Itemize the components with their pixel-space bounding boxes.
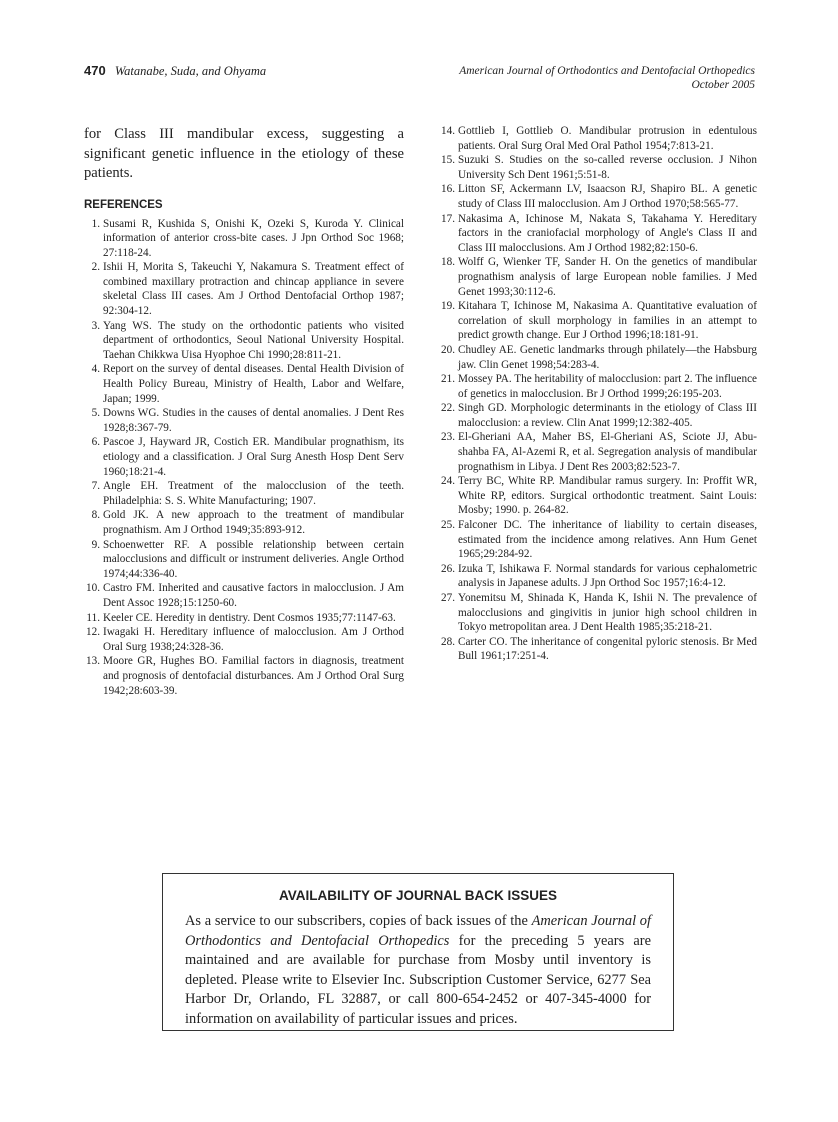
reference-text: Mossey PA. The heritability of malocclusion: part 2. The influence of genetics in malocclusion. Br J Orthod 1999;26:195-203. (458, 373, 758, 400)
reference-number: 12. (86, 626, 100, 639)
references-heading: REFERENCES (84, 198, 163, 211)
left-column (84, 125, 404, 698)
reference-text: Keeler CE. Heredity in dentistry. Dent Cosmos 1935;77:1147-63. (103, 611, 396, 624)
reference-number: 3. (91, 319, 100, 332)
reference-item (439, 591, 757, 635)
journal-title: American Journal of Orthodontics and Dentofacial Orthopedics (459, 65, 755, 77)
reference-number: 20. (441, 343, 455, 356)
reference-text: Carter CO. The inheritance of congenital pyloric stenosis. Br Med Bull 1961;17:251-4. (458, 635, 757, 663)
reference-number: 1. (91, 217, 100, 230)
reference-number: 19. (441, 300, 455, 313)
reference-item (439, 153, 757, 182)
reference-item (439, 299, 757, 343)
reference-item (439, 343, 757, 372)
reference-item (84, 654, 404, 698)
notice-text (185, 912, 651, 1029)
running-header-right (459, 64, 755, 92)
reference-text: Castro FM. Inherited and causative factors in malocclusion. J Am Dent Assoc 1928;15:1250-60. (103, 582, 404, 609)
reference-number: 9. (91, 538, 100, 551)
reference-number: 8. (91, 509, 100, 522)
reference-text: Iwagaki H. Hereditary influence of malocclusion. Am J Orthod Oral Surg 1938;24:328-36. (103, 626, 404, 653)
references-list-right (439, 124, 757, 664)
reference-text: Yang WS. The study on the orthodontic patients who visited department of orthodontics, Seoul National University Hospital. Taehan Chikkwa Uisa Hyophoe Chi 1990;28:811-21. (103, 319, 404, 361)
reference-text: Nakasima A, Ichinose M, Nakata S, Takahama Y. Hereditary factors in the craniofacial morphology of Angle's Class II and Class III malocclusions. Am J Orthod 1982;82:150-6. (458, 212, 757, 254)
reference-number: 22. (441, 402, 455, 415)
reference-number: 27. (441, 592, 455, 604)
reference-text: Gottlieb I, Gottlieb O. Mandibular protrusion in edentulous patients. Oral Surg Oral Med Oral Pathol 1954;7:813-21. (458, 125, 757, 152)
issue-date: October 2005 (691, 79, 755, 91)
page-number: 470 (84, 63, 106, 78)
reference-item (84, 406, 404, 435)
running-header-left (84, 63, 266, 79)
reference-text: Report on the survey of dental diseases. Dental Health Division of Health Policy Bureau, Ministry of Health, Labor and Welfare, Japan; 1999. (103, 363, 404, 405)
reference-text: Terry BC, White RP. Mandibular ramus surgery. In: Proffit WR, White RP, editors. Surgical orthodontic treatment. Saint Louis: Mosby; 1990. p. 264-82. (458, 475, 757, 517)
reference-text: Downs WG. Studies in the causes of dental anomalies. J Dent Res 1928;8:367-79. (103, 407, 404, 434)
reference-number: 28. (441, 635, 455, 648)
reference-item (439, 430, 757, 474)
reference-number: 14. (441, 125, 455, 137)
reference-item (84, 625, 404, 654)
reference-number: 10. (86, 582, 100, 595)
notice-title: AVAILABILITY OF JOURNAL BACK ISSUES (278, 888, 558, 903)
reference-text: Moore GR, Hughes BO. Familial factors in diagnosis, treatment and prognosis of dentofacial disturbances. Am J Orthod Oral Surg 1942;28:603-39. (103, 655, 404, 697)
reference-text: Suzuki S. Studies on the so-called reverse occlusion. J Nihon University Sch Dent 1961;5:51-8. (458, 154, 757, 181)
reference-item (84, 260, 404, 318)
reference-item (439, 212, 757, 256)
reference-item (84, 538, 404, 582)
reference-item (439, 518, 757, 562)
reference-text: Litton SF, Ackermann LV, Isaacson RJ, Shapiro BL. A genetic study of Class III malocclusion. Am J Orthod 1970;58:565-77. (458, 183, 757, 210)
reference-text: Kitahara T, Ichinose M, Nakasima A. Quantitative evaluation of correlation of skull morphology in families in an attempt to predict growth change. Eur J Orthod 1996;18:181-91. (458, 300, 757, 342)
reference-number: 11. (86, 611, 100, 624)
reference-item (84, 508, 404, 537)
reference-number: 17. (441, 212, 455, 225)
reference-number: 24. (441, 475, 455, 488)
reference-item (84, 217, 404, 261)
reference-item (439, 372, 757, 401)
reference-item (84, 581, 404, 610)
reference-number: 13. (86, 655, 100, 668)
reference-item (84, 479, 404, 508)
reference-text: Wolff G, Wienker TF, Sander H. On the genetics of mandibular prognathism analysis of large European noble families. J Med Genet 1993;30:112-6. (458, 256, 757, 298)
reference-item (84, 435, 404, 479)
reference-text: El-Gheriani AA, Maher BS, El-Gheriani AS, Sciote JJ, Abu-shahba FA, Al-Azemi R, et al. Segregation analysis of mandibular prognathism in Libya. J Dent Res 2003;82:523-7. (458, 431, 757, 473)
notice-text-end: for the preceding 5 years are maintained and are available for purchase from Mosby until inventory is depleted. Please write to Elsevier Inc. Subscription Customer Service, 6277 Sea Harbor Dr, Orlando, FL 32887, or call 800-654-2452 or 407-345-4000 for information on availability of particular issues and prices. (185, 932, 651, 1027)
reference-text: Yonemitsu M, Shinada K, Handa K, Ishii N. The prevalence of malocclusions and gingivitis in junior high school children in Tokyo metropolitan area. J Dent Health 1985;35:218-21. (458, 592, 757, 634)
reference-text: Chudley AE. Genetic landmarks through philately—the Habsburg jaw. Clin Genet 1998;54:283-4. (458, 343, 757, 371)
reference-item (439, 401, 757, 430)
reference-text: Ishii H, Morita S, Takeuchi Y, Nakamura S. Treatment effect of combined maxillary protraction and chincap appliance in severe skeletal Class III cases. Am J Orthod Dentofacial Orthop 1987; 92:304-12. (103, 261, 404, 318)
back-issues-notice (162, 873, 674, 1031)
reference-text: Izuka T, Ishikawa F. Normal standards for various cephalometric analysis in Japanese adults. J Jpn Orthod Soc 1957;16:4-12. (458, 562, 757, 590)
reference-text: Singh GD. Morphologic determinants in the etiology of Class III malocclusion: a review. Clin Anat 1999;12:382-405. (458, 402, 757, 429)
reference-text: Angle EH. Treatment of the malocclusion of the teeth. Philadelphia: S. S. White Manufacturing; 1907. (103, 480, 404, 507)
reference-item (439, 124, 757, 153)
reference-item (439, 255, 757, 299)
reference-item (439, 635, 757, 664)
reference-number: 25. (441, 519, 455, 532)
authors: Watanabe, Suda, and Ohyama (114, 64, 267, 78)
reference-text: Schoenwetter RF. A possible relationship between certain malocclusions and difficult or instrument deliveries. Angle Orthod 1974;44:336-40. (103, 538, 404, 580)
reference-number: 7. (91, 480, 100, 493)
reference-item (439, 562, 757, 591)
body-paragraph: for Class III mandibular excess, suggesting a significant genetic influence in the etiology of these patients. (84, 126, 404, 181)
reference-text: Susami R, Kushida S, Onishi K, Ozeki S, Kuroda Y. Clinical information of anterior cross-bite cases. J Jpn Orthod Soc 1968; 27:118-24. (103, 217, 404, 259)
reference-number: 15. (441, 154, 455, 167)
reference-number: 18. (441, 256, 455, 269)
notice-text-start: As a service to our subscribers, copies of back issues of the (185, 913, 532, 929)
reference-item (84, 611, 404, 626)
reference-number: 16. (441, 183, 455, 196)
reference-text: Gold JK. A new approach to the treatment of mandibular prognathism. Am J Orthod 1949;35:893-912. (103, 509, 404, 536)
reference-text: Falconer DC. The inheritance of liability to certain diseases, estimated from the incidence among relatives. Ann Hum Genet 1965;29:284-92. (458, 519, 757, 561)
reference-number: 26. (441, 562, 455, 575)
right-column (439, 124, 757, 664)
reference-number: 5. (91, 407, 100, 420)
reference-item (439, 474, 757, 518)
notice-journal-name: American Journal of Orthodontics and Dentofacial Orthopedics (185, 913, 651, 949)
reference-number: 4. (91, 363, 100, 376)
reference-number: 23. (441, 431, 455, 444)
reference-number: 21. (441, 373, 455, 386)
reference-number: 6. (91, 436, 100, 449)
reference-number: 2. (91, 261, 100, 274)
references-list-left (84, 217, 404, 699)
reference-item (439, 182, 757, 211)
reference-item (84, 362, 404, 406)
reference-item (84, 319, 404, 363)
reference-text: Pascoe J, Hayward JR, Costich ER. Mandibular prognathism, its etiology and a classification. J Oral Surg Anesth Hosp Dent Serv 1960;18:21-4. (103, 436, 404, 478)
